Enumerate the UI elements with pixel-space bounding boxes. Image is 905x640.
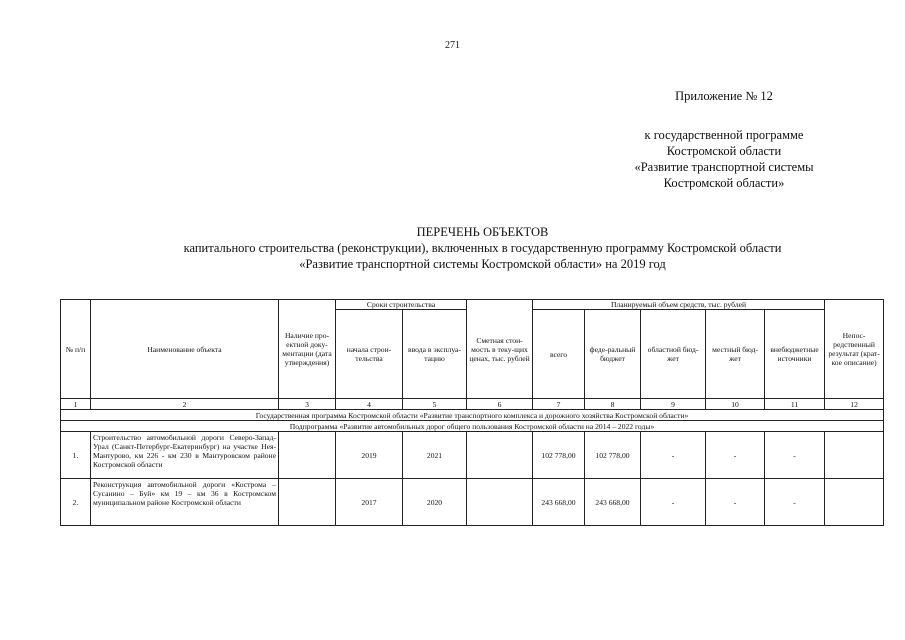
page-number: 271 xyxy=(445,40,460,51)
program-row xyxy=(61,410,884,421)
header-start: начала строи-тельства xyxy=(336,310,403,399)
row-commission-year: 2021 xyxy=(403,432,467,479)
table-row xyxy=(61,479,884,526)
header-terms-group: Сроки строительства xyxy=(336,300,467,310)
appendix-line: «Развитие транспортной системы xyxy=(634,160,814,174)
column-number: 10 xyxy=(706,399,765,410)
header-estimate: Сметная стои-мость в теку-щих ценах, тыс. рублей xyxy=(467,300,533,399)
row-result xyxy=(825,432,884,479)
title-line: капитального строительства (реконструкции), включенных в государственную программу Костромской области xyxy=(183,241,782,255)
column-number-row xyxy=(61,399,884,410)
appendix-line: к государственной программе xyxy=(644,128,804,142)
header-result: Непос-редственный результат (крат-кое описание) xyxy=(825,300,884,399)
header-doc: Наличие про-ектной доку-ментации (дата утверждения) xyxy=(279,300,336,399)
objects-table xyxy=(60,299,884,526)
row-num: 1. xyxy=(61,432,91,479)
row-local: - xyxy=(706,479,765,526)
header-total: всего xyxy=(533,310,585,399)
row-estimate xyxy=(467,432,533,479)
header-federal: феде-ральный бюджет xyxy=(585,310,641,399)
header-funding-group: Планируемый объем средств, тыс. рублей xyxy=(533,300,825,310)
row-doc xyxy=(279,479,336,526)
row-object-name: Реконструкция автомобильной дороги «Кострома – Сусанино – Буй» км 19 – км 36 в Костромском муниципальном районе Костромской области xyxy=(91,479,279,526)
column-number: 1 xyxy=(61,399,91,410)
column-number: 12 xyxy=(825,399,884,410)
title-line: «Развитие транспортной системы Костромской области» на 2019 год xyxy=(299,257,666,271)
document-title xyxy=(60,224,905,272)
column-number: 5 xyxy=(403,399,467,410)
column-number: 4 xyxy=(336,399,403,410)
header-offbudget: внебюджетные источники xyxy=(765,310,825,399)
appendix-number: Приложение № 12 xyxy=(675,89,773,103)
column-number: 2 xyxy=(91,399,279,410)
row-result xyxy=(825,479,884,526)
column-number: 7 xyxy=(533,399,585,410)
header-local: местный бюд-жет xyxy=(706,310,765,399)
row-regional: - xyxy=(641,479,706,526)
header-regional: областной бюд-жет xyxy=(641,310,706,399)
row-offbudget: - xyxy=(765,432,825,479)
column-number: 9 xyxy=(641,399,706,410)
row-commission-year: 2020 xyxy=(403,479,467,526)
row-local: - xyxy=(706,432,765,479)
title-line: ПЕРЕЧЕНЬ ОБЪЕКТОВ xyxy=(416,225,549,239)
row-total: 243 668,00 xyxy=(533,479,585,526)
column-number: 8 xyxy=(585,399,641,410)
row-federal: 243 668,00 xyxy=(585,479,641,526)
row-start-year: 2019 xyxy=(336,432,403,479)
row-offbudget: - xyxy=(765,479,825,526)
row-start-year: 2017 xyxy=(336,479,403,526)
column-number: 3 xyxy=(279,399,336,410)
row-num: 2. xyxy=(61,479,91,526)
appendix-caption xyxy=(594,127,854,191)
row-doc xyxy=(279,432,336,479)
row-total: 102 778,00 xyxy=(533,432,585,479)
row-object-name: Строительство автомобильной дороги Северо-Запад-Урал (Санкт-Петербург-Екатеринбург) на участке Нея-Мантурово, км 226 - км 230 в Мантуровском районе Костромской области xyxy=(91,432,279,479)
row-estimate xyxy=(467,479,533,526)
header-commission: ввода в эксплуа-тацию xyxy=(403,310,467,399)
table-row xyxy=(61,432,884,479)
row-federal: 102 778,00 xyxy=(585,432,641,479)
header-name: Наименование объекта xyxy=(91,300,279,399)
program-title: Государственная программа Костромской области «Развитие транспортного комплекса и дорожного хозяйства Костромской области» xyxy=(61,410,884,421)
subprogram-row xyxy=(61,421,884,432)
row-regional: - xyxy=(641,432,706,479)
table-header-row xyxy=(61,300,884,310)
header-num: № п/п xyxy=(61,300,91,399)
column-number: 6 xyxy=(467,399,533,410)
appendix-line: Костромской области xyxy=(666,144,782,158)
column-number: 11 xyxy=(765,399,825,410)
subprogram-title: Подпрограмма «Развитие автомобильных дорог общего пользования Костромской области на 2014 – 2022 годы» xyxy=(61,421,884,432)
appendix-line: Костромской области» xyxy=(663,176,785,190)
